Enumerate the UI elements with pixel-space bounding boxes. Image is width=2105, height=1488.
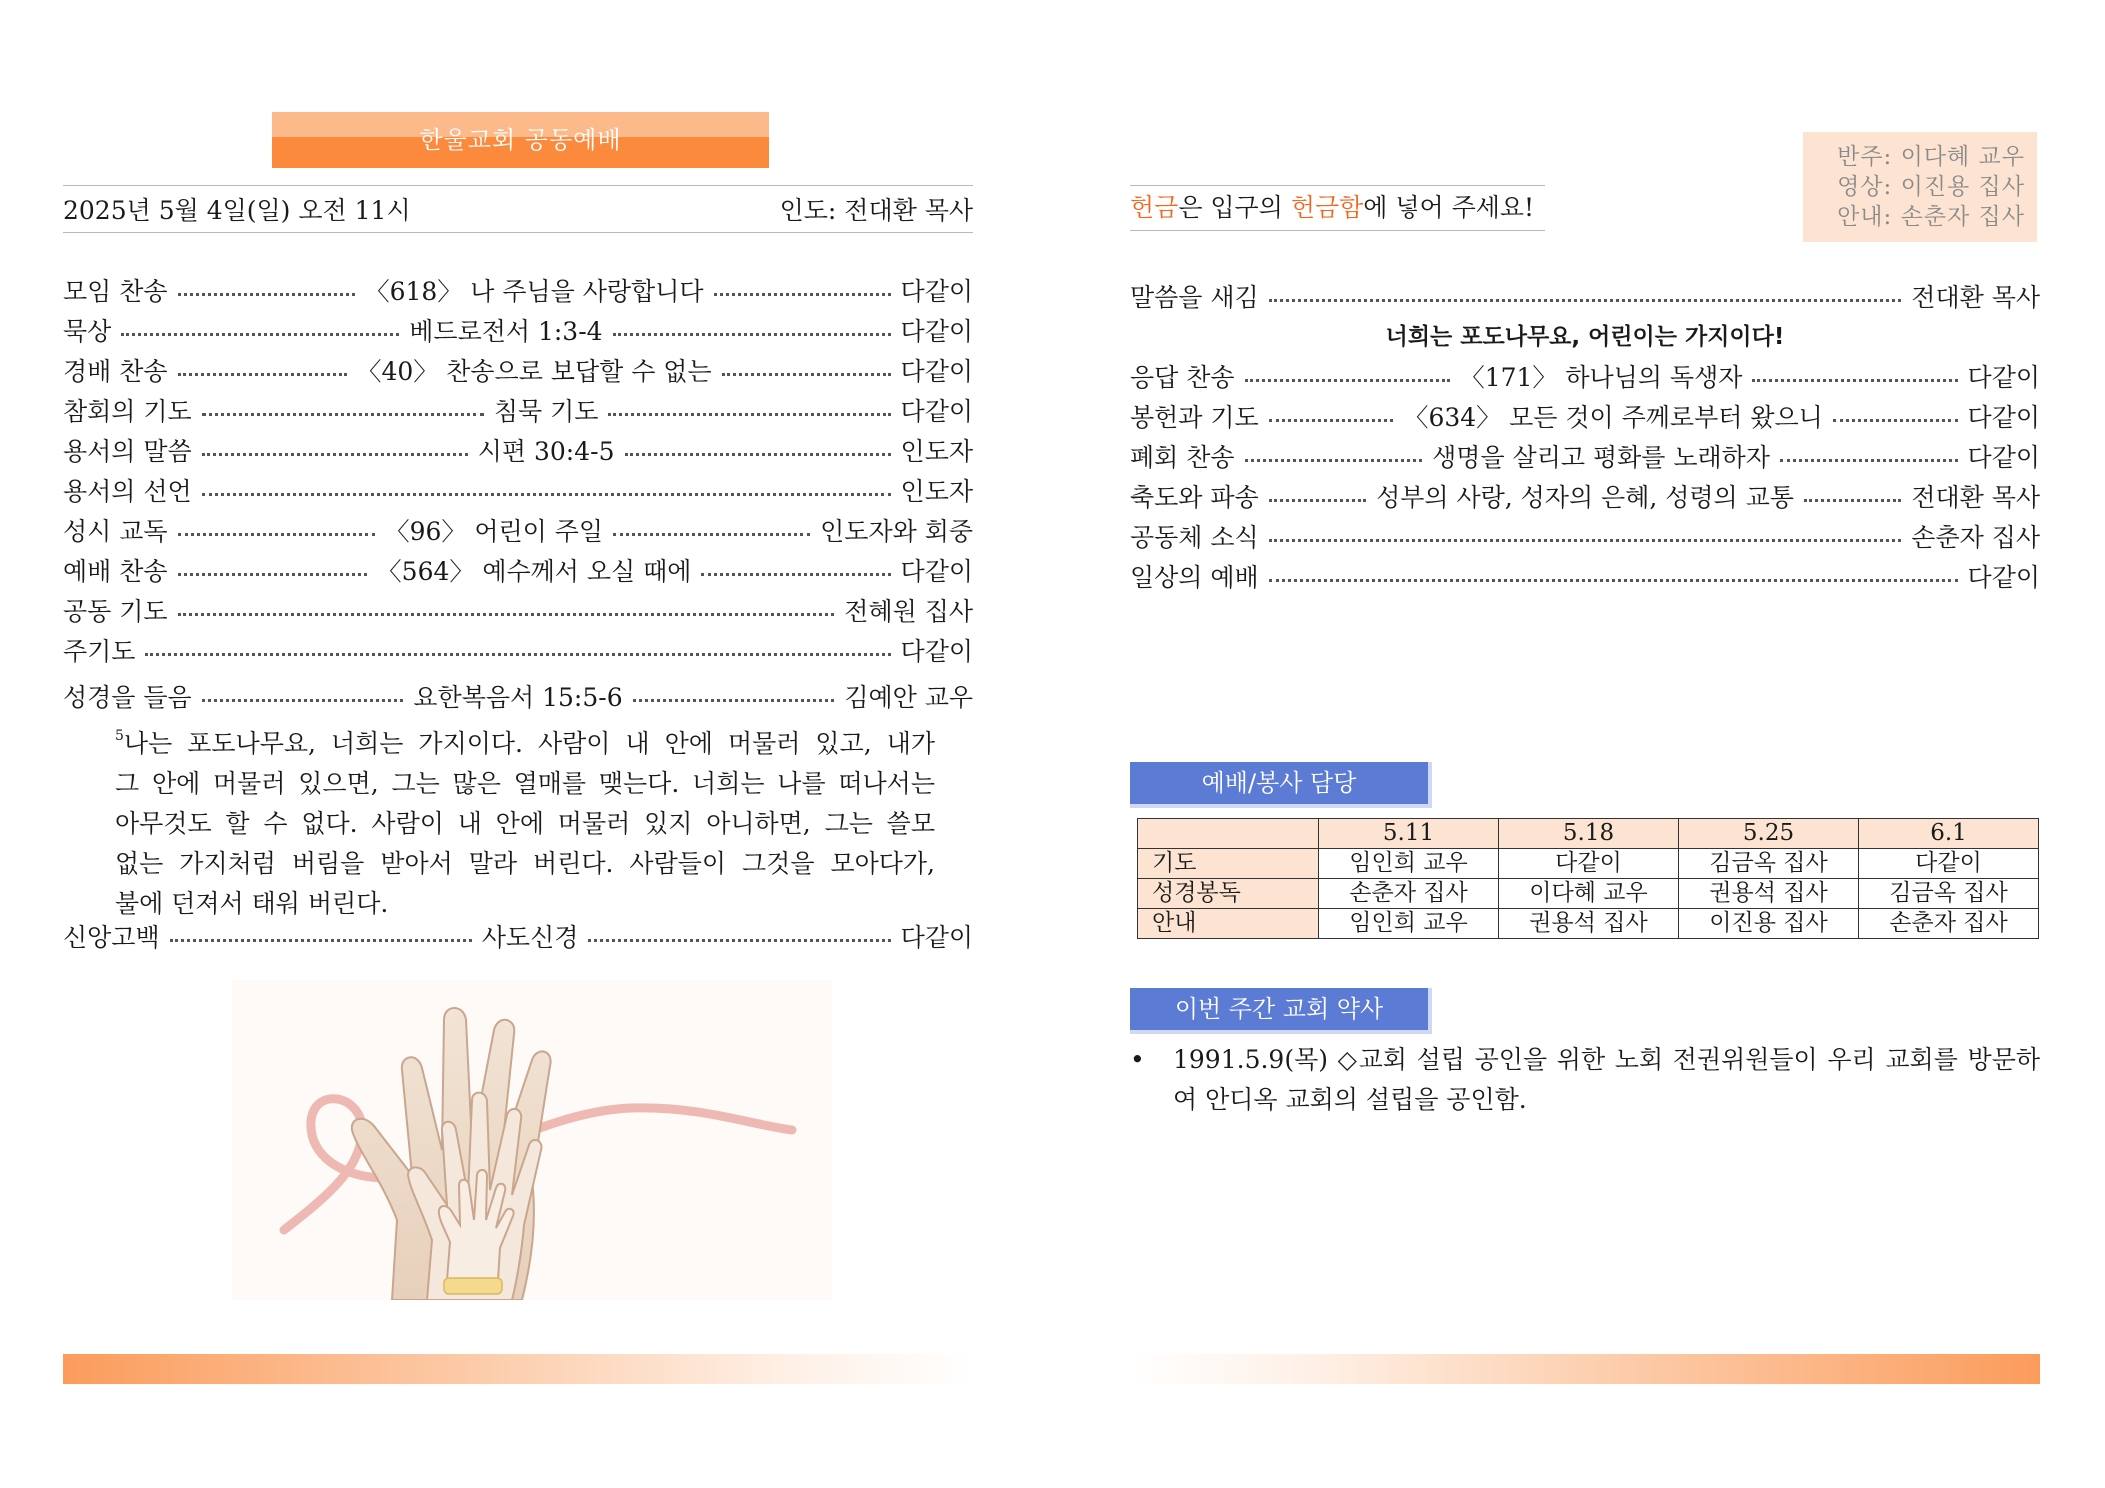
leader-dots	[588, 939, 890, 942]
order-item-label: 예배 찬송	[63, 557, 168, 586]
staff-accompanist: 반주: 이다혜 교우	[1837, 144, 2025, 170]
order-item-content: 생명을 살리고 평화를 노래하자	[1432, 443, 1770, 472]
leader-dots	[202, 699, 404, 702]
order-item	[63, 430, 973, 470]
order-item-label: 주기도	[63, 637, 136, 666]
verse-number: 5	[115, 728, 124, 744]
history-text: 1991.5.9(목) ◇교회 설립 공인을 위한 노회 전권위원들이 우리 교회를 방문하여 안디옥 교회의 설립을 공인함.	[1173, 1045, 2040, 1114]
order-item-content: 〈564〉 예수께서 오실 때에	[376, 557, 692, 586]
order-item-label: 성시 교독	[63, 517, 168, 546]
order-item-label: 묵상	[63, 317, 112, 346]
scripture-line: 그 안에 머물러 있으면, 그는 많은 열매를 맺는다. 너희는 나를 떠나서는	[115, 769, 935, 798]
order-item-label: 참회의 기도	[63, 397, 192, 426]
scripture-line: 불에 던져서 태워 버린다.	[115, 889, 389, 918]
baby-cuff	[444, 1278, 502, 1294]
service-info-row	[63, 185, 973, 233]
leader-dots	[1752, 379, 1957, 382]
order-item-leader: 인도자	[900, 437, 973, 466]
leader-dots	[1245, 459, 1423, 462]
scripture-line: 아무것도 할 수 없다. 사람이 내 안에 머물러 있지 아니하면, 그는 쓸모	[115, 809, 935, 838]
order-item	[1130, 396, 2040, 436]
order-item	[63, 630, 973, 670]
leader-dots	[613, 533, 810, 536]
leader-dots	[1269, 579, 1958, 582]
leader-dots	[1269, 299, 1902, 302]
leader-dots	[178, 373, 347, 376]
order-item-label: 성경을 들음	[63, 683, 192, 712]
duty-cell: 권용석 집사	[1679, 879, 1859, 909]
order-item-content: 〈634〉 모든 것이 주께로부터 왔으니	[1403, 403, 1823, 432]
order-item-leader: 다같이	[1967, 403, 2040, 432]
leader-dots	[722, 373, 891, 376]
leader-dots	[170, 939, 472, 942]
order-item-label: 말씀을 새김	[1130, 283, 1259, 312]
service-leader: 인도: 전대환 목사	[779, 196, 973, 225]
order-item	[63, 270, 973, 310]
staff-usher: 안내: 손춘자 집사	[1837, 204, 2025, 230]
order-item	[63, 916, 973, 956]
duty-cell: 손춘자 집사	[1859, 909, 2039, 939]
leader-dots	[1833, 419, 1958, 422]
order-item-label: 공동 기도	[63, 597, 168, 626]
offering-box-highlight: 헌금함	[1290, 193, 1364, 222]
order-item-leader: 전대환 목사	[1911, 283, 2040, 312]
leader-dots	[202, 413, 484, 416]
order-item-leader: 김예안 교우	[844, 683, 974, 712]
order-item-content: 〈96〉 어린이 주일	[384, 517, 604, 546]
bullet-icon: •	[1130, 1045, 1145, 1074]
order-item-content: 시편 30:4-5	[477, 437, 615, 466]
order-item	[63, 390, 973, 430]
duty-cell: 김금옥 집사	[1679, 849, 1859, 879]
order-item-label: 축도와 파송	[1130, 483, 1259, 512]
bulletin-title: 한울교회 공동예배	[272, 112, 769, 168]
offering-notice: 헌금은 입구의 헌금함에 넣어 주세요!	[1130, 185, 1545, 231]
leader-dots	[121, 333, 399, 336]
order-item	[1130, 476, 2040, 516]
order-item-leader: 다같이	[900, 277, 973, 306]
service-date: 2025년 5월 4일(일) 오전 11시	[63, 196, 411, 225]
duty-corner-cell	[1138, 819, 1319, 849]
order-item-leader: 다같이	[1967, 563, 2040, 592]
leader-dots	[145, 653, 890, 656]
order-item-content: 침묵 기도	[493, 397, 599, 426]
order-item-content: 〈618〉 나 주님을 사랑합니다	[364, 277, 704, 306]
order-item	[63, 676, 973, 716]
order-item-leader: 인도자	[900, 477, 973, 506]
order-item-label: 용서의 선언	[63, 477, 192, 506]
order-item	[1130, 516, 2040, 556]
hands-heart-illustration	[232, 980, 832, 1300]
leader-dots	[1780, 459, 1958, 462]
duty-date: 6.1	[1859, 819, 2039, 849]
leader-dots	[1804, 499, 1901, 502]
order-item	[1130, 436, 2040, 476]
order-item-leader: 다같이	[900, 557, 973, 586]
duty-cell: 손춘자 집사	[1319, 879, 1499, 909]
leader-dots	[202, 493, 891, 496]
order-item-leader: 다같이	[900, 397, 973, 426]
duty-date: 5.11	[1319, 819, 1499, 849]
order-item-leader: 손춘자 집사	[1911, 523, 2040, 552]
order-item-label: 응답 찬송	[1130, 363, 1235, 392]
order-item-label: 봉헌과 기도	[1130, 403, 1259, 432]
history-section-heading: 이번 주간 교회 약사	[1130, 988, 1432, 1034]
order-item-content: 요한복음서 15:5-6	[413, 683, 623, 712]
duty-header-row	[1138, 819, 2039, 849]
order-item-content: 〈171〉 하나님의 독생자	[1459, 363, 1743, 392]
duty-row	[1138, 879, 2039, 909]
leader-dots	[633, 699, 835, 702]
order-item-content: 베드로전서 1:3-4	[409, 317, 603, 346]
order-item-label: 용서의 말씀	[63, 437, 192, 466]
order-item	[63, 350, 973, 390]
order-item-leader: 전대환 목사	[1911, 483, 2041, 512]
duty-cell: 권용석 집사	[1499, 909, 1679, 939]
history-item	[1130, 1040, 2040, 1120]
leader-dots	[1269, 419, 1394, 422]
duty-table	[1137, 818, 2039, 939]
duty-cell: 임인희 교우	[1319, 849, 1499, 879]
duty-section-heading: 예배/봉사 담당	[1130, 762, 1432, 808]
leader-dots	[178, 573, 367, 576]
order-item	[63, 550, 973, 590]
order-item-leader: 인도자와 회중	[820, 517, 974, 546]
staff-box	[1803, 132, 2037, 242]
order-item-leader: 다같이	[900, 357, 973, 386]
leader-dots	[178, 533, 375, 536]
leader-dots	[701, 573, 890, 576]
order-item	[63, 470, 973, 510]
order-item-leader: 다같이	[1967, 443, 2040, 472]
leader-dots	[202, 453, 468, 456]
duty-cell: 다같이	[1859, 849, 2039, 879]
order-item-leader: 다같이	[900, 317, 973, 346]
leader-dots	[1269, 539, 1902, 542]
duty-cell: 김금옥 집사	[1859, 879, 2039, 909]
leader-dots	[625, 453, 891, 456]
duty-role: 성경봉독	[1138, 879, 1319, 909]
order-item-label: 모임 찬송	[63, 277, 168, 306]
duty-cell: 이다혜 교우	[1499, 879, 1679, 909]
scripture-passage	[115, 716, 935, 924]
order-item	[1130, 276, 2040, 316]
duty-role: 안내	[1138, 909, 1319, 939]
duty-cell: 다같이	[1499, 849, 1679, 879]
order-item	[1130, 556, 2040, 596]
staff-video: 영상: 이진용 집사	[1837, 174, 2025, 200]
offering-highlight: 헌금	[1130, 193, 1179, 222]
duty-cell: 이진용 집사	[1679, 909, 1859, 939]
duty-date: 5.18	[1499, 819, 1679, 849]
leader-dots	[714, 293, 891, 296]
leader-dots	[608, 413, 890, 416]
order-item-leader: 전혜원 집사	[844, 597, 973, 626]
order-item	[63, 310, 973, 350]
duty-date: 5.25	[1679, 819, 1859, 849]
footer-bar-left	[63, 1354, 973, 1384]
order-item	[1130, 356, 2040, 396]
order-item-content: 사도신경	[481, 923, 579, 952]
leader-dots	[1245, 379, 1450, 382]
scripture-line: $^5$나는 포도나무요, 너희는 가지이다. 사람이 내 안에 머물러 있고, 내가	[115, 728, 935, 758]
order-item-label: 폐회 찬송	[1130, 443, 1235, 472]
leader-dots	[1269, 499, 1366, 502]
footer-bar-right	[1130, 1354, 2040, 1384]
order-item-content: 성부의 사랑, 성자의 은혜, 성령의 교통	[1376, 483, 1794, 512]
leader-dots	[613, 333, 891, 336]
leader-dots	[178, 293, 355, 296]
order-item	[63, 590, 973, 630]
order-item-label: 공동체 소식	[1130, 523, 1259, 552]
order-item-label: 신앙고백	[63, 923, 160, 952]
duty-cell: 임인희 교우	[1319, 909, 1499, 939]
order-item-content: 〈40〉 찬송으로 보답할 수 없는	[356, 357, 712, 386]
order-item-leader: 다같이	[900, 923, 974, 952]
scripture-line: 없는 가지처럼 버림을 받아서 말라 버린다. 사람들이 그것을 모아다가,	[115, 849, 935, 878]
order-item-label: 일상의 예배	[1130, 563, 1259, 592]
order-item-label: 경배 찬송	[63, 357, 168, 386]
order-item-leader: 다같이	[1967, 363, 2040, 392]
duty-row	[1138, 909, 2039, 939]
duty-role: 기도	[1138, 849, 1319, 879]
order-item	[63, 510, 973, 550]
leader-dots	[178, 613, 835, 616]
duty-row	[1138, 849, 2039, 879]
order-item-leader: 다같이	[900, 637, 973, 666]
sermon-title: 너희는 포도나무요, 어린이는 가지이다!	[1385, 324, 1785, 350]
